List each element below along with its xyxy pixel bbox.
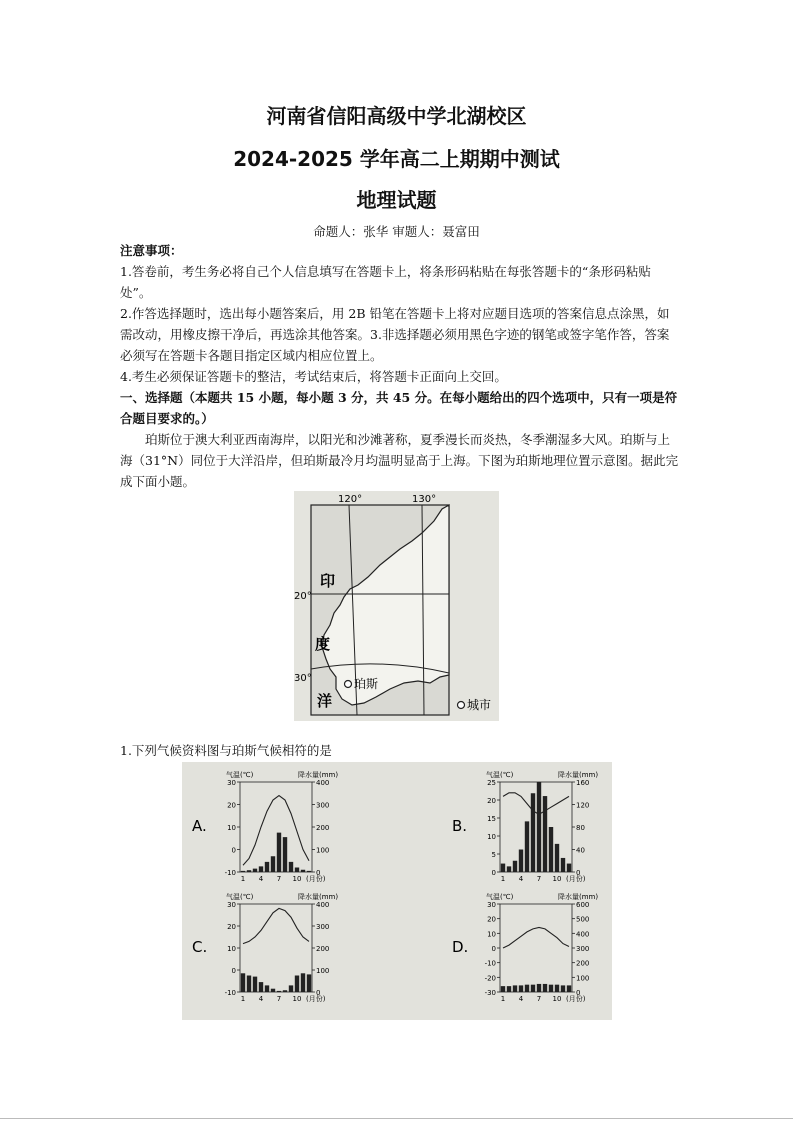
precip-tick-0-4: 0: [316, 869, 321, 877]
month-label-2: (月份): [306, 995, 326, 1003]
precip-axis-title-1: 降水量(mm): [558, 771, 599, 779]
temp-tick-2-2: 10: [227, 945, 236, 953]
perth-city-marker: [345, 681, 352, 688]
precip-bar-2-3: [259, 982, 263, 992]
precip-bar-3-10: [561, 985, 565, 992]
temp-tick-1-3: 10: [487, 833, 496, 841]
temp-tick-3-0: 30: [487, 901, 496, 909]
precip-bar-2-7: [283, 990, 287, 992]
precip-bar-1-0: [501, 864, 505, 872]
month-tick-0-0: 1: [240, 875, 246, 883]
month-tick-3-2: 7: [536, 995, 542, 1003]
temp-tick-1-1: 20: [487, 797, 496, 805]
precip-tick-3-3: 300: [576, 945, 590, 953]
precip-bar-3-7: [543, 984, 547, 992]
temp-axis-title-0: 气温(℃): [226, 771, 254, 779]
precip-axis-title-0: 降水量(mm): [298, 771, 339, 779]
precip-bar-2-4: [265, 985, 269, 992]
month-tick-1-1: 4: [518, 875, 524, 883]
temp-tick-3-2: 10: [487, 930, 496, 939]
lon-label-130: 130°: [412, 494, 437, 505]
precip-bar-2-9: [295, 976, 299, 993]
precip-bar-3-2: [513, 985, 517, 992]
precip-bar-3-9: [555, 985, 559, 992]
page-bottom-rule: [0, 1118, 793, 1119]
question-1-stem: 1.下列气候资料图与珀斯气候相符的是: [120, 743, 332, 758]
ocean-char-2: 度: [315, 635, 331, 653]
precip-tick-2-1: 300: [316, 923, 330, 931]
temp-tick-0-3: 0: [231, 846, 236, 855]
month-tick-2-2: 7: [276, 995, 282, 1003]
precip-axis-title-2: 降水量(mm): [298, 893, 339, 901]
notice-item-1: 1.答卷前，考生务必将自己个人信息填写在答题卡上，将条形码粘贴在每张答题卡的“条形码粘贴处”。: [120, 264, 651, 300]
precip-bar-0-8: [289, 862, 293, 872]
precip-bar-0-4: [265, 862, 269, 872]
month-tick-3-3: 10: [552, 995, 562, 1003]
month-tick-3-0: 1: [500, 995, 506, 1003]
ocean-char-1: 印: [320, 572, 336, 590]
precip-bar-3-0: [501, 986, 505, 992]
precip-tick-0-1: 300: [316, 801, 330, 810]
precip-bar-0-9: [295, 868, 299, 873]
precip-bar-2-0: [241, 973, 245, 992]
subject-title: 地理试题: [356, 188, 437, 212]
month-tick-2-3: 10: [292, 995, 302, 1003]
precip-bar-0-10: [301, 870, 305, 872]
precip-tick-2-3: 100: [316, 967, 330, 975]
precip-bar-1-4: [525, 821, 529, 872]
lat-label-30: 30°: [294, 673, 312, 684]
option-label-2: C.: [192, 938, 208, 956]
month-label-1: (月份): [566, 875, 586, 883]
precip-bar-1-1: [507, 866, 511, 872]
precip-bar-1-8: [549, 827, 553, 872]
precip-bar-2-11: [307, 974, 311, 992]
precip-bar-0-1: [247, 870, 251, 872]
precip-bar-3-6: [537, 984, 541, 992]
precip-bar-0-2: [253, 869, 257, 872]
precip-bar-0-3: [259, 866, 263, 872]
precip-tick-1-4: 0: [576, 869, 581, 877]
legend-city-label: 城市: [467, 698, 492, 712]
perth-label: 珀斯: [354, 677, 379, 691]
section-heading: 一、选择题（本题共 15 小题，每小题 3 分，共 45 分。在每小题给出的四个选项中，只有一项是符合题目要求的。）: [120, 390, 678, 426]
precip-bar-3-3: [519, 985, 523, 992]
temp-tick-2-4: -10: [224, 989, 236, 997]
precip-bar-3-5: [531, 985, 535, 992]
precip-tick-3-0: 600: [576, 901, 590, 909]
perth-location-map: [294, 491, 499, 721]
temp-tick-3-6: -30: [484, 989, 496, 997]
precip-tick-3-2: 400: [576, 930, 590, 939]
precip-bar-1-11: [567, 864, 571, 872]
month-tick-2-1: 4: [258, 995, 264, 1003]
temp-tick-3-4: -10: [484, 959, 496, 968]
temp-tick-1-4: 5: [491, 851, 496, 859]
precip-tick-0-0: 400: [316, 779, 330, 787]
precip-tick-2-2: 200: [316, 945, 330, 953]
climate-charts-panel: [182, 762, 612, 1020]
temp-tick-0-1: 20: [227, 801, 236, 810]
notice-heading: 注意事项：: [120, 243, 183, 258]
temp-axis-title-1: 气温(℃): [486, 771, 514, 779]
precip-bar-2-10: [301, 973, 305, 992]
option-label-0: A.: [192, 817, 207, 835]
temp-tick-2-1: 20: [227, 923, 236, 931]
precip-bar-0-5: [271, 856, 275, 872]
precip-tick-3-4: 200: [576, 959, 590, 968]
notice-item-4: 4.考生必须保证答题卡的整洁，考试结束后，将答题卡正面向上交回。: [120, 369, 507, 384]
precip-tick-2-0: 400: [316, 901, 330, 909]
lat-label-20: 20°: [294, 591, 312, 602]
temp-tick-2-3: 0: [231, 967, 236, 975]
lon-label-120: 120°: [338, 494, 363, 505]
temp-tick-3-1: 20: [487, 915, 496, 924]
temp-tick-3-5: -20: [484, 974, 496, 983]
precip-bar-3-8: [549, 985, 553, 992]
legend-city-marker: [458, 702, 465, 709]
precip-tick-1-0: 160: [576, 779, 590, 787]
month-tick-1-0: 1: [500, 875, 506, 883]
precip-tick-1-1: 120: [576, 801, 590, 810]
temp-tick-0-2: 10: [227, 824, 236, 832]
precip-tick-3-1: 500: [576, 915, 590, 924]
exam-title: 2024-2025 学年高二上期期中测试: [233, 147, 560, 171]
school-title: 河南省信阳高级中学北湖校区: [266, 104, 527, 128]
precip-bar-0-0: [241, 871, 245, 872]
option-label-3: D.: [452, 938, 469, 956]
month-tick-2-0: 1: [240, 995, 246, 1003]
precip-bar-2-1: [247, 976, 251, 993]
temp-tick-0-4: -10: [224, 869, 236, 877]
precip-axis-title-3: 降水量(mm): [558, 893, 599, 901]
month-tick-3-1: 4: [518, 995, 524, 1003]
precip-tick-2-4: 0: [316, 989, 321, 997]
precip-bar-0-7: [283, 837, 287, 872]
authors-line: 命题人：张华 审题人：聂富田: [313, 224, 480, 239]
temp-tick-1-2: 15: [487, 815, 496, 823]
option-label-1: B.: [452, 817, 468, 835]
month-tick-0-3: 10: [292, 875, 302, 883]
precip-bar-1-10: [561, 858, 565, 872]
precip-tick-3-6: 0: [576, 989, 581, 997]
temp-tick-2-0: 30: [227, 901, 236, 909]
precip-tick-1-3: 40: [576, 846, 585, 855]
notice-item-2: 2.作答选择题时，选出每小题答案后，用 2B 铅笔在答题卡上将对应题目选项的答案信息点涂黑，如需改动，用橡皮擦干净后，再选涂其他答案。3.非选择题必须用黑色字迹的钢笔或签字笔作答，答案必须写在答题卡各题目指定区域内相应位置上。: [120, 306, 670, 363]
precip-tick-3-5: 100: [576, 974, 590, 983]
precip-bar-1-9: [555, 844, 559, 872]
month-tick-0-2: 7: [276, 875, 282, 883]
passage-text: 珀斯位于澳大利亚西南海岸，以阳光和沙滩著称，夏季漫长而炎热，冬季潮湿多大风。珀斯与上海（31°N）同位于大洋沿岸，但珀斯最冷月均温明显高于上海。下图为珀斯地理位置示意图。据此完成下面小题。: [120, 432, 679, 489]
precip-tick-1-2: 80: [576, 824, 585, 832]
month-label-0: (月份): [306, 875, 326, 883]
precip-bar-1-5: [531, 793, 535, 872]
month-label-3: (月份): [566, 995, 586, 1003]
precip-bar-1-6: [537, 782, 541, 872]
temp-tick-1-5: 0: [491, 869, 496, 877]
precip-bar-3-4: [525, 985, 529, 992]
ocean-char-3: 洋: [317, 692, 333, 710]
precip-bar-3-11: [567, 985, 571, 992]
month-tick-0-1: 4: [258, 875, 264, 883]
precip-bar-0-11: [307, 871, 311, 872]
temp-axis-title-2: 气温(℃): [226, 893, 254, 901]
precip-bar-1-3: [519, 850, 523, 873]
precip-bar-1-2: [513, 861, 517, 872]
precip-tick-0-3: 100: [316, 846, 330, 855]
temp-tick-3-3: 0: [491, 945, 496, 953]
precip-bar-2-2: [253, 977, 257, 992]
precip-bar-2-6: [277, 991, 281, 992]
month-tick-1-2: 7: [536, 875, 542, 883]
temp-tick-0-0: 30: [227, 779, 236, 787]
precip-bar-2-8: [289, 985, 293, 992]
precip-bar-2-5: [271, 989, 275, 992]
precip-bar-1-7: [543, 796, 547, 872]
month-tick-1-3: 10: [552, 875, 562, 883]
precip-bar-0-6: [277, 833, 281, 872]
precip-tick-0-2: 200: [316, 824, 330, 832]
temp-axis-title-3: 气温(℃): [486, 893, 514, 901]
precip-bar-3-1: [507, 986, 511, 992]
temp-tick-1-0: 25: [487, 779, 496, 787]
